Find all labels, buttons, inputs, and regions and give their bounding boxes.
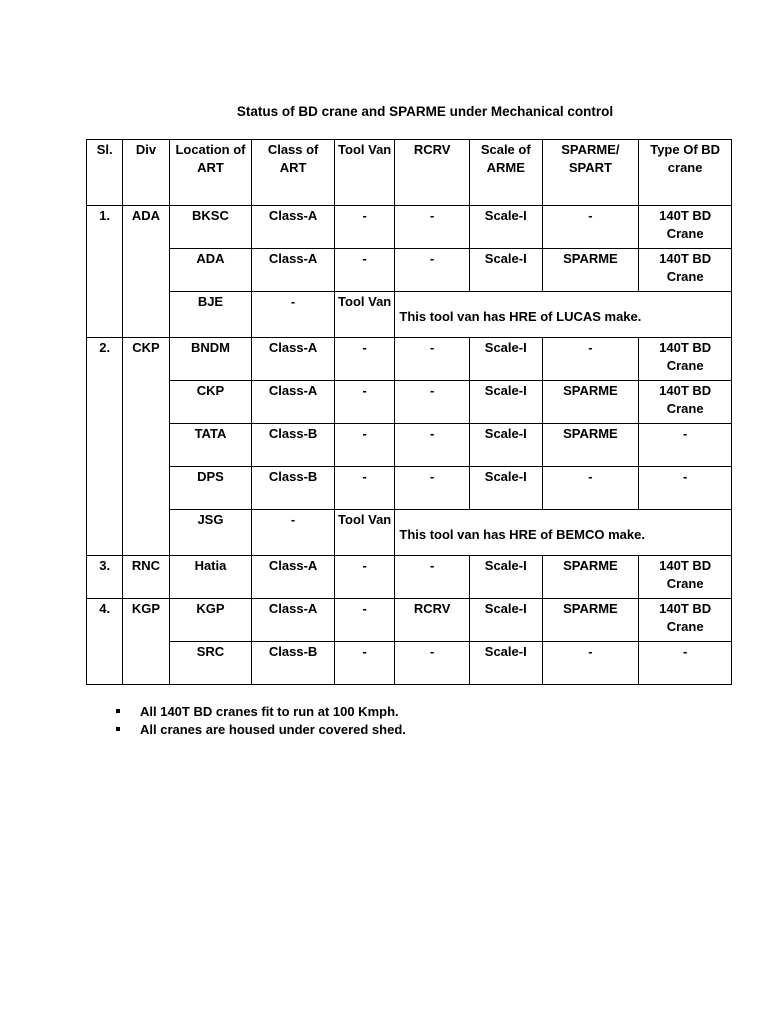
table-row	[87, 556, 732, 599]
table-row	[87, 467, 732, 510]
cell-toolvan: -	[334, 249, 394, 292]
cell-scale: Scale-I	[469, 381, 542, 424]
list-item	[112, 721, 406, 739]
header-toolvan: Tool Van	[334, 140, 394, 206]
table-row	[87, 249, 732, 292]
cell-location: BJE	[169, 292, 252, 338]
cell-location: DPS	[169, 467, 252, 510]
cell-class: Class-A	[252, 556, 335, 599]
cell-type: 140T BD Crane	[639, 338, 732, 381]
cell-toolvan: -	[334, 424, 394, 467]
cell-class: Class-A	[252, 338, 335, 381]
cell-location: BNDM	[169, 338, 252, 381]
cell-sl: 1.	[87, 206, 123, 338]
cell-rcrv: -	[395, 467, 470, 510]
cell-toolvan: -	[334, 642, 394, 685]
list-item	[112, 703, 406, 721]
cell-toolvan: Tool Van	[334, 292, 394, 338]
header-location: Location of ART	[169, 140, 252, 206]
table-row	[87, 206, 732, 249]
table-row	[87, 642, 732, 685]
cell-sparme: -	[542, 467, 639, 510]
cell-sparme: SPARME	[542, 599, 639, 642]
table-body	[87, 206, 732, 685]
cell-rcrv: -	[395, 381, 470, 424]
header-type: Type Of BD crane	[639, 140, 732, 206]
cell-scale: Scale-I	[469, 424, 542, 467]
header-sl: Sl.	[87, 140, 123, 206]
cell-type: -	[639, 467, 732, 510]
cell-location: TATA	[169, 424, 252, 467]
header-div: Div	[123, 140, 169, 206]
cell-toolvan: -	[334, 338, 394, 381]
header-rcrv: RCRV	[395, 140, 470, 206]
cell-rcrv: -	[395, 424, 470, 467]
note-text: All 140T BD cranes fit to run at 100 Kmph.	[140, 704, 399, 719]
cell-rcrv: -	[395, 642, 470, 685]
page-title: Status of BD crane and SPARME under Mechanical control	[236, 104, 614, 119]
cell-div: RNC	[123, 556, 169, 599]
table-row	[87, 338, 732, 381]
cell-toolvan: Tool Van	[334, 510, 394, 556]
cell-note: This tool van has HRE of BEMCO make.	[395, 510, 732, 556]
cell-scale: Scale-I	[469, 599, 542, 642]
table-row	[87, 381, 732, 424]
cell-class: -	[252, 292, 335, 338]
table-row	[87, 510, 732, 556]
note-text: All cranes are housed under covered shed.	[140, 722, 406, 737]
cell-sl: 4.	[87, 599, 123, 685]
cell-location: BKSC	[169, 206, 252, 249]
cell-type: 140T BD Crane	[639, 206, 732, 249]
cell-class: Class-A	[252, 206, 335, 249]
cell-location: KGP	[169, 599, 252, 642]
table-row	[87, 599, 732, 642]
header-row	[87, 140, 732, 206]
cell-class: Class-A	[252, 381, 335, 424]
cell-rcrv: -	[395, 338, 470, 381]
cell-type: 140T BD Crane	[639, 599, 732, 642]
cell-div: KGP	[123, 599, 169, 685]
cell-sparme: -	[542, 642, 639, 685]
header-class: Class of ART	[252, 140, 335, 206]
cell-toolvan: -	[334, 381, 394, 424]
bullet-icon	[116, 709, 120, 713]
cell-type: 140T BD Crane	[639, 556, 732, 599]
cell-div: CKP	[123, 338, 169, 556]
cell-toolvan: -	[334, 467, 394, 510]
cell-type: -	[639, 424, 732, 467]
cell-scale: Scale-I	[469, 556, 542, 599]
cell-sparme: -	[542, 338, 639, 381]
cell-type: 140T BD Crane	[639, 381, 732, 424]
table-row	[87, 424, 732, 467]
cell-type: -	[639, 642, 732, 685]
notes-list	[112, 703, 406, 739]
cell-rcrv: RCRV	[395, 599, 470, 642]
cell-sparme: SPARME	[542, 424, 639, 467]
cell-class: -	[252, 510, 335, 556]
cell-rcrv: -	[395, 206, 470, 249]
cell-location: Hatia	[169, 556, 252, 599]
cell-scale: Scale-I	[469, 249, 542, 292]
cell-sl: 2.	[87, 338, 123, 556]
cell-rcrv: -	[395, 249, 470, 292]
cell-class: Class-A	[252, 249, 335, 292]
cell-location: ADA	[169, 249, 252, 292]
cell-class: Class-B	[252, 467, 335, 510]
cell-toolvan: -	[334, 206, 394, 249]
cell-rcrv: -	[395, 556, 470, 599]
cell-location: JSG	[169, 510, 252, 556]
cell-toolvan: -	[334, 556, 394, 599]
cell-note: This tool van has HRE of LUCAS make.	[395, 292, 732, 338]
cell-sparme: SPARME	[542, 381, 639, 424]
cell-scale: Scale-I	[469, 206, 542, 249]
header-scale: Scale of ARME	[469, 140, 542, 206]
cell-sl: 3.	[87, 556, 123, 599]
cell-scale: Scale-I	[469, 338, 542, 381]
cell-location: CKP	[169, 381, 252, 424]
cell-class: Class-B	[252, 642, 335, 685]
cell-location: SRC	[169, 642, 252, 685]
cell-sparme: SPARME	[542, 249, 639, 292]
header-sparme: SPARME/ SPART	[542, 140, 639, 206]
cell-class: Class-B	[252, 424, 335, 467]
bullet-icon	[116, 727, 120, 731]
cell-scale: Scale-I	[469, 642, 542, 685]
cell-toolvan: -	[334, 599, 394, 642]
cell-sparme: -	[542, 206, 639, 249]
crane-status-table	[86, 139, 732, 685]
cell-div: ADA	[123, 206, 169, 338]
cell-sparme: SPARME	[542, 556, 639, 599]
table-row	[87, 292, 732, 338]
cell-type: 140T BD Crane	[639, 249, 732, 292]
cell-class: Class-A	[252, 599, 335, 642]
cell-scale: Scale-I	[469, 467, 542, 510]
